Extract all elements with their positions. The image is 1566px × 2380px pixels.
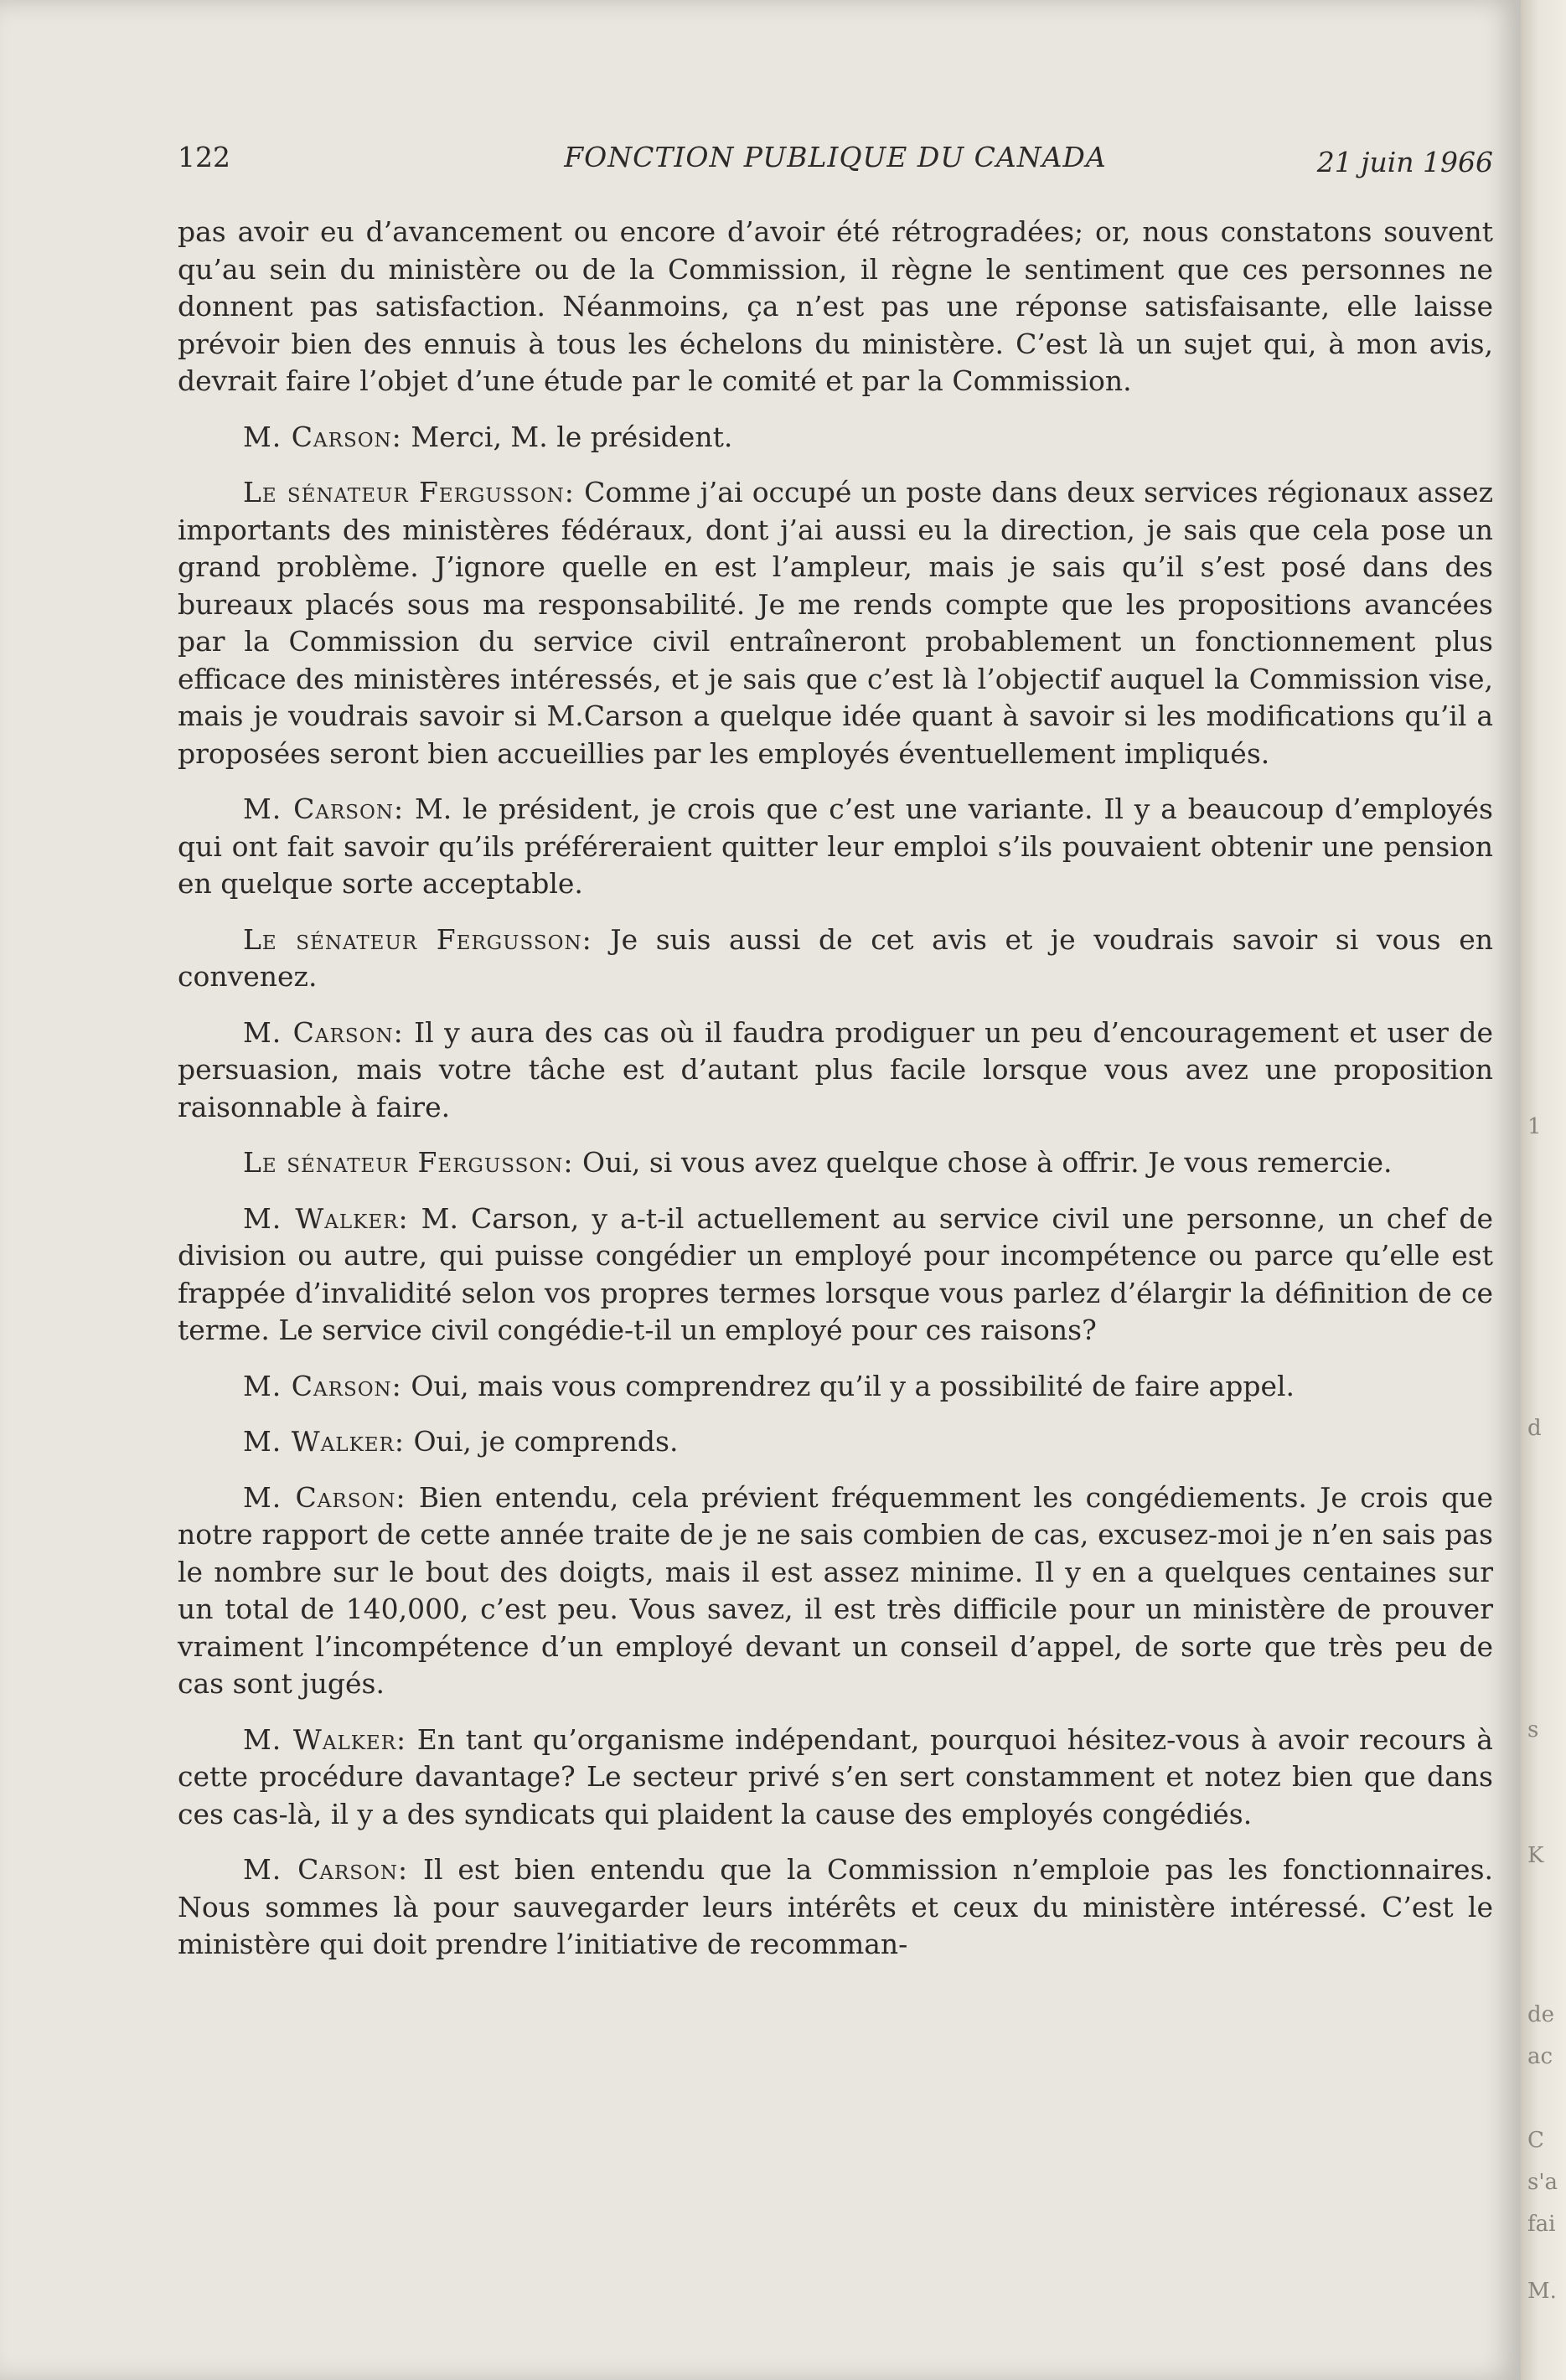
margin-fragment: ac — [1527, 2044, 1553, 2069]
page-gutter — [1521, 0, 1566, 2380]
margin-fragment: fai — [1527, 2212, 1556, 2237]
speaker: M. Carson: — [243, 1480, 406, 1514]
paragraph-text: Merci, M. le président. — [411, 420, 733, 453]
paragraph-text: Je suis aussi de cet avis et je voudrais savoir si vous en convenez. — [178, 922, 1493, 993]
margin-fragment: de — [1527, 2002, 1555, 2027]
speaker: Le sénateur Fergusson: — [243, 1146, 574, 1179]
running-title: FONCTION PUBLIQUE DU CANADA — [564, 141, 1107, 173]
paragraph — [178, 1144, 1493, 1182]
speaker: M. Carson: — [243, 1015, 404, 1049]
paragraph — [178, 1479, 1493, 1703]
margin-fragment: M. — [1527, 2279, 1557, 2304]
paragraph — [178, 214, 1493, 400]
paragraph — [178, 1851, 1493, 1964]
paragraph-text: M. Carson, y a-t-il actuellement au service civil une personne, un chef de division ou autre, qui puisse congédier un employé pour incompétence ou parce qu’elle est frappée d’invalidité selon vos propres termes lorsque vous parlez d’élargir la définition de ce terme. Le service civil congédie-t-il un employé pour ces raisons? — [178, 1201, 1493, 1346]
speaker: M. Walker: — [243, 1425, 405, 1458]
paragraph-text: Il y aura des cas où il faudra prodiguer un peu d’encouragement et user de persuasion, mais votre tâche est d’autant plus facile lorsque vous avez une proposition raisonnable à faire. — [178, 1015, 1493, 1123]
paragraph-text: Comme j’ai occupé un poste dans deux services régionaux assez importants des ministères fédéraux, dont j’ai aussi eu la direction, je sais que cela pose un grand problème. J’ignore quelle en est l’ampleur, mais je sais qu’il s’est posé dans des bureaux placés sous ma responsabilité. Je me rends compte que les propositions avancées par la Commission du service civil entraîneront probablement un fonctionnement plus efficace des ministères intéressés, et je sais que c’est là l’objectif auquel la Commission vise, mais je voudrais savoir si M.Carson a quelque idée quant à savoir si les modifications qu’il a proposées seront bien accueillies par les employés éventuellement impliqués. — [178, 476, 1493, 770]
body-text — [178, 214, 1493, 1982]
speaker: Le sénateur Fergusson: — [243, 476, 575, 509]
paragraph-text: En tant qu’organisme indépendant, pourquoi hésitez-vous à avoir recours à cette procédure davantage? Le secteur privé s’en sert constamment et notez bien que dans ces cas-là, il y a des syndicats qui plaident la cause des employés congédiés. — [178, 1722, 1493, 1830]
paragraph — [178, 419, 1493, 457]
speaker: M. Walker: — [243, 1722, 407, 1756]
paragraph — [178, 922, 1493, 996]
paragraph — [178, 1423, 1493, 1461]
margin-fragment: C — [1527, 2128, 1544, 2153]
margin-fragment: 1 — [1527, 1114, 1542, 1139]
header-date: 21 juin 1966 — [1316, 146, 1493, 178]
paragraph-text: Oui, mais vous comprendrez qu’il y a possibilité de faire appel. — [411, 1369, 1295, 1402]
paragraph-text: M. le président, je crois que c’est une variante. Il y a beaucoup d’employés qui ont fait savoir qu’ils préféreraient quitter leur emploi s’ils pouvaient obtenir une pension en quelque sorte acceptable. — [178, 792, 1493, 900]
paragraph-text: Il est bien entendu que la Commission n’emploie pas les fonctionnaires. Nous sommes là pour sauvegarder leurs intérêts et ceux du ministère intéressé. C’est le ministère qui doit prendre l’initiative de recomman- — [178, 1853, 1493, 1960]
margin-fragment: K — [1527, 1843, 1544, 1868]
margin-fragment: d — [1527, 1416, 1542, 1441]
speaker: M. Carson: — [243, 1853, 409, 1886]
paragraph — [178, 1014, 1493, 1127]
paragraph — [178, 1200, 1493, 1350]
paragraph-text: Oui, je comprends. — [413, 1425, 679, 1458]
paragraph — [178, 1368, 1493, 1406]
margin-fragment: s — [1527, 1717, 1539, 1742]
speaker: M. Carson: — [243, 420, 402, 453]
speaker: M. Carson: — [243, 792, 405, 825]
paragraph-text: Oui, si vous avez quelque chose à offrir. Je vous remercie. — [582, 1146, 1393, 1179]
speaker: Le sénateur Fergusson: — [243, 922, 592, 956]
speaker: M. Carson: — [243, 1369, 402, 1402]
page-number: 122 — [178, 141, 230, 173]
paragraph-text: pas avoir eu d’avancement ou encore d’avoir été rétrogradées; or, nous constatons souvent qu’au sein du ministère ou de la Commission, il règne le sentiment que ces personnes ne donnent pas satisfaction. Néanmoins, ça n’est pas une réponse satisfaisante, elle laisse prévoir bien des ennuis à tous les échelons du ministère. C’est là un sujet qui, à mon avis, devrait faire l’objet d’une étude par le comité et par la Commission. — [178, 215, 1493, 397]
paragraph-text: Bien entendu, cela prévient fréquemment les congédiements. Je crois que notre rapport de cette année traite de je ne sais combien de cas, excusez-moi je n’en sais pas le nombre sur le bout des doigts, mais il est assez minime. Il y en a quelques centaines sur un total de 140,000, c’est peu. Vous savez, il est très difficile pour un ministère de prouver vraiment l’incompétence d’un employé devant un conseil d’appel, de sorte que très peu de cas sont jugés. — [178, 1480, 1493, 1700]
speaker: M. Walker: — [243, 1201, 409, 1235]
paragraph — [178, 1722, 1493, 1834]
page-header — [178, 141, 1493, 191]
paragraph — [178, 474, 1493, 772]
margin-fragment: s'a — [1527, 2170, 1558, 2195]
paragraph — [178, 791, 1493, 903]
